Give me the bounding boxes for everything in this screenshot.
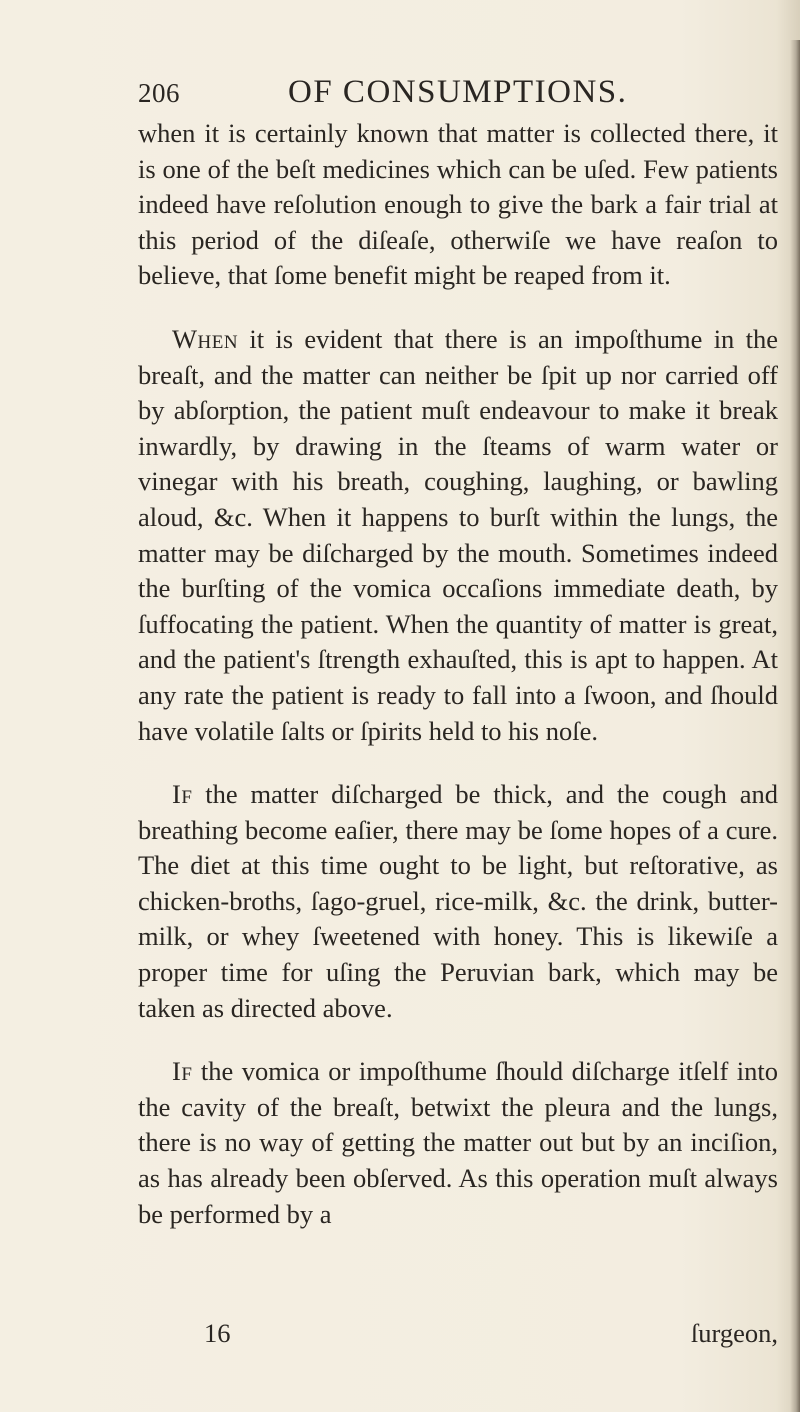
- running-title: OF CONSUMPTIONS.: [288, 74, 628, 110]
- page-number: 206: [138, 78, 180, 108]
- paragraph-thick-matter: [138, 777, 778, 1026]
- body-text: [138, 116, 778, 1232]
- catchword: ſurgeon,: [690, 1318, 778, 1348]
- paragraph-lead-word: When: [172, 323, 239, 354]
- signature-mark: 16: [204, 1318, 231, 1348]
- page-footer: [138, 1318, 778, 1354]
- paragraph-text: it is evident that there is an impoſthume in the breaſt, and the matter can neither be ſpit up nor carried off by abſorption, the patient muſt endeavour to make it break inwardly, by drawing in the ſteams of warm water or vinegar with his breath, coughing, laughing, or bawling aloud, &c. When it happens to burſt within the lungs, the matter may be diſcharged by the mouth. Sometimes indeed the burſting of the vomica occaſions immediate death, by ſuffocating the patient. When the quantity of matter is great, and the patient's ſtrength exhauſted, this is apt to happen. At any rate the patient is ready to fall into a ſwoon, and ſhould have volatile ſalts or ſpirits held to his noſe.: [138, 323, 778, 746]
- paragraph-lead-word: If: [172, 1056, 193, 1087]
- paragraph-text: when it is certainly known that matter is collected there, it is one of the beſt medicines which can be uſed. Few patients indeed have reſolution enough to give the bark a fair trial at this period of the diſeaſe, otherwiſe we have reaſon to believe, that ſome benefit might be reaped from it.: [138, 118, 778, 291]
- page-header: [138, 74, 778, 118]
- paragraph-impostume-breast: [138, 322, 778, 749]
- paragraph-continuation: [138, 116, 778, 294]
- paragraph-lead-word: If: [172, 779, 193, 810]
- page-edge-shadow: [790, 40, 800, 1412]
- paragraph-vomica-cavity: [138, 1054, 778, 1232]
- paragraph-text: the vomica or impoſthume ſhould diſcharge itſelf into the cavity of the breaſt, betwixt the pleura and the lungs, there is no way of getting the matter out but by an inciſion, as has already been obſerved. As this operation muſt always be performed by a: [138, 1056, 778, 1229]
- paragraph-text: the matter diſcharged be thick, and the cough and breathing become eaſier, there may be ſome hopes of a cure. The diet at this time ought to be light, but reſtorative, as chicken-broths, ſago-gruel, rice-milk, &c. the drink, butter-milk, or whey ſweetened with honey. This is likewiſe a proper time for uſing the Peruvian bark, which may be taken as directed above.: [138, 779, 778, 1023]
